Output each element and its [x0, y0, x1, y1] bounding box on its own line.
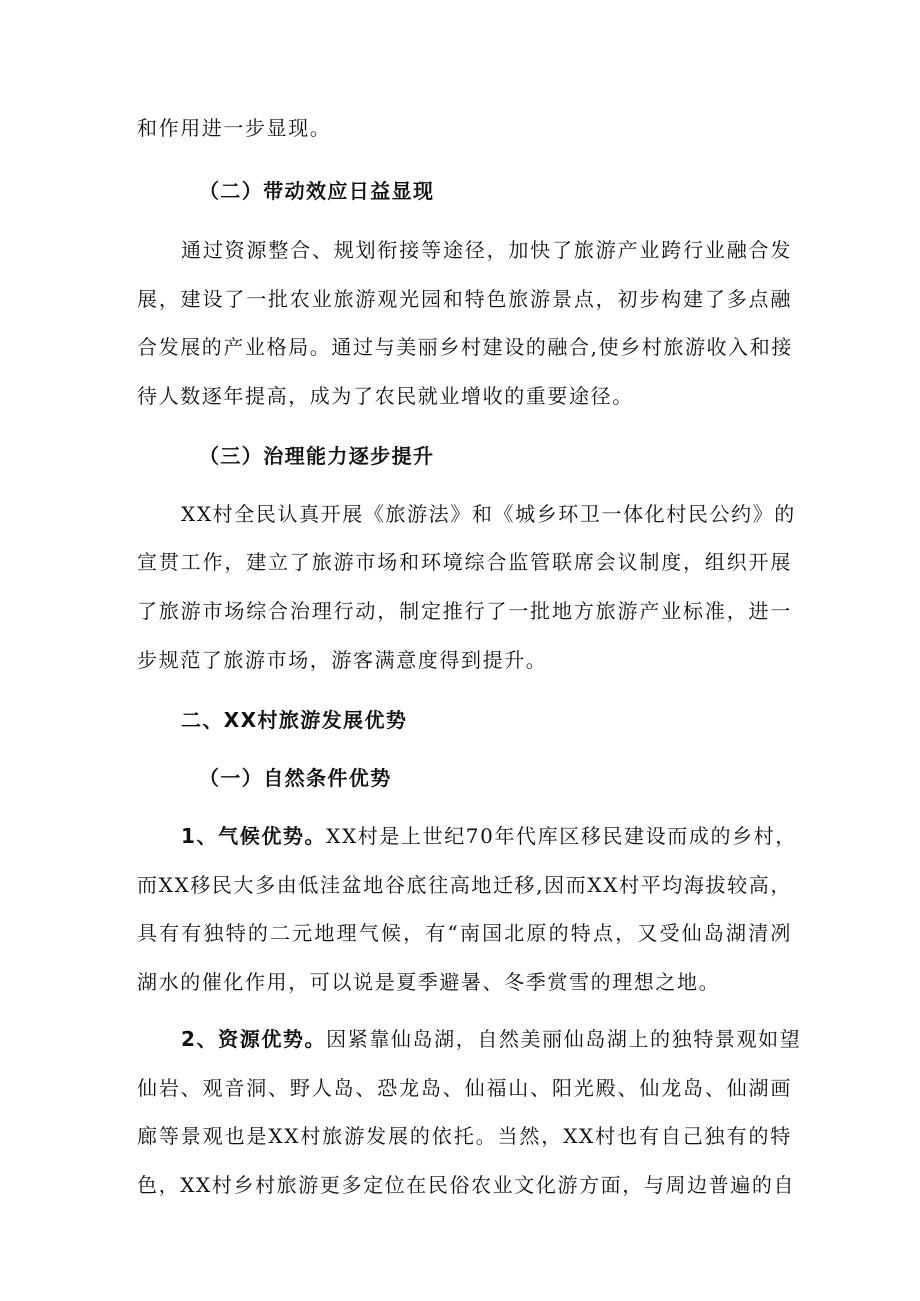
paragraph-line: 而XX移民大多由低洼盆地谷底往高地迁移,因而XX村平均海拔较高，	[137, 873, 792, 897]
paragraph-line: 宣贯工作，建立了旅游市场和环境综合监管联席会议制度，组织开展	[137, 550, 792, 574]
paragraph-text: 因紧靠仙岛湖，自然美丽仙岛湖上的独特景观如望	[326, 1027, 802, 1051]
paragraph-text: XX村是上世纪70年代库区移民建设而成的乡村，	[326, 824, 797, 848]
paragraph-line: 合发展的产业格局。通过与美丽乡村建设的融合,使乡村旅游收入和接	[137, 335, 793, 359]
paragraph-line: XX村全民认真开展《旅游法》和《城乡环卫一体化村民公约》的	[181, 502, 796, 526]
section-heading-2: （二）带动效应日益显现	[199, 179, 435, 203]
paragraph-line: 展，建设了一批农业旅游观光园和特色旅游景点，初步构建了多点融	[137, 287, 792, 311]
paragraph-line: 具有有独特的二元地理气候，有“南国北原的特点，又受仙岛湖清冽	[137, 921, 792, 945]
paragraph-line	[181, 1024, 802, 1054]
paragraph-line: 湖水的催化作用，可以说是夏季避暑、冬季赏雪的理想之地。	[137, 970, 721, 994]
paragraph-line: 和作用进一步显现。	[137, 116, 332, 140]
paragraph-line: 步规范了旅游市场，游客满意度得到提升。	[137, 648, 548, 672]
chapter-heading: 二、XX村旅游发展优势	[181, 708, 408, 732]
paragraph-line: 色，XX村乡村旅游更多定位在民俗农业文化游方面，与周边普遍的自	[137, 1173, 796, 1197]
paragraph-line	[181, 821, 797, 851]
section-heading-3: （三）治理能力逐步提升	[199, 444, 435, 468]
climate-advantage-label: 1、气候优势。	[181, 824, 327, 848]
paragraph-line: 通过资源整合、规划衔接等途径，加快了旅游产业跨行业融合发	[181, 238, 792, 262]
subsection-heading: （一）自然条件优势	[199, 766, 392, 790]
paragraph-line: 廊等景观也是XX村旅游发展的依托。当然，XX村也有自己独有的特	[137, 1124, 792, 1148]
resource-advantage-label: 2、资源优势。	[181, 1027, 327, 1051]
paragraph-line: 仙岩、观音洞、野人岛、恐龙岛、仙福山、阳光殿、仙龙岛、仙湖画	[137, 1076, 792, 1100]
paragraph-line: 了旅游市场综合治理行动，制定推行了一批地方旅游产业标准，进一	[137, 599, 792, 623]
paragraph-line: 待人数逐年提高，成为了农民就业增收的重要途径。	[137, 384, 634, 408]
